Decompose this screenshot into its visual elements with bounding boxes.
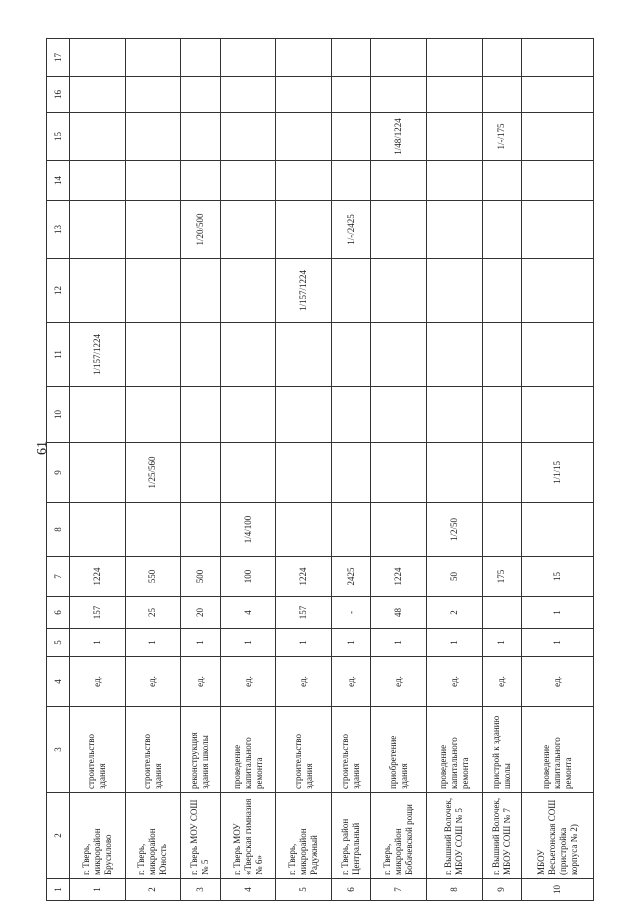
- table-cell: ед.: [427, 657, 483, 707]
- table-cell: [427, 113, 483, 161]
- table-cell: [125, 39, 181, 77]
- table-cell: МБОУ Весьегонская СОШ (пристройка корпуса № 2): [522, 793, 594, 879]
- table-cell: [276, 443, 332, 503]
- table-cell: 1: [427, 629, 483, 657]
- table-cell: проведение капитального ремонта: [427, 707, 483, 793]
- table-cell: [522, 161, 594, 201]
- table-cell: [482, 259, 522, 323]
- table-cell: 1: [276, 629, 332, 657]
- column-header-9: 9: [47, 443, 70, 503]
- table-cell: ед.: [220, 657, 276, 707]
- table-cell: ед.: [482, 657, 522, 707]
- column-header-5: 5: [47, 629, 70, 657]
- table-cell: [125, 201, 181, 259]
- table-cell: 7: [371, 879, 427, 901]
- table-row: [427, 39, 483, 901]
- table-cell: г. Тверь, микрорайон Бобачевской рощи: [371, 793, 427, 879]
- table-cell: 10: [522, 879, 594, 901]
- table-cell: приобретение здания: [371, 707, 427, 793]
- table-cell: [70, 161, 126, 201]
- table-cell: [220, 387, 276, 443]
- table-cell: [70, 201, 126, 259]
- table-cell: [181, 443, 221, 503]
- table-cell: г. Вышний Волочек, МБОУ СОШ № 7: [482, 793, 522, 879]
- table-cell: [125, 503, 181, 557]
- table-cell: г. Вышний Волочек, МБОУ СОШ № 5: [427, 793, 483, 879]
- table-cell: [220, 113, 276, 161]
- table-cell: [522, 113, 594, 161]
- table-cell: [427, 39, 483, 77]
- table-row: [482, 39, 522, 901]
- table-cell: проведение капитального ремонта: [220, 707, 276, 793]
- table-cell: 1/1/15: [522, 443, 594, 503]
- table-cell: [125, 387, 181, 443]
- table-cell: 2: [427, 597, 483, 629]
- table-cell: [331, 39, 371, 77]
- table-cell: 50: [427, 557, 483, 597]
- table-cell: [371, 201, 427, 259]
- table-cell: 48: [371, 597, 427, 629]
- table-cell: [276, 77, 332, 113]
- table-cell: [220, 77, 276, 113]
- column-header-8: 8: [47, 503, 70, 557]
- column-header-7: 7: [47, 557, 70, 597]
- table-row: [70, 39, 126, 901]
- table-cell: 1/2/50: [427, 503, 483, 557]
- table-cell: ед.: [371, 657, 427, 707]
- table-cell: [181, 77, 221, 113]
- table-cell: [371, 39, 427, 77]
- table-cell: [125, 323, 181, 387]
- table-cell: [371, 443, 427, 503]
- data-table: [46, 38, 594, 901]
- table-cell: [331, 323, 371, 387]
- table-cell: [482, 161, 522, 201]
- table-cell: [276, 161, 332, 201]
- column-header-4: 4: [47, 657, 70, 707]
- table-cell: [427, 323, 483, 387]
- table-cell: [181, 387, 221, 443]
- table-cell: [70, 39, 126, 77]
- table-cell: 1/20/500: [181, 201, 221, 259]
- table-cell: [482, 77, 522, 113]
- column-header-15: 15: [47, 113, 70, 161]
- page-number: 61: [35, 441, 50, 455]
- table-cell: [70, 443, 126, 503]
- table-cell: [371, 387, 427, 443]
- table-cell: 8: [427, 879, 483, 901]
- table-cell: [522, 77, 594, 113]
- table-cell: 1/48/1224: [371, 113, 427, 161]
- table-cell: 1/25/560: [125, 443, 181, 503]
- column-header-6: 6: [47, 597, 70, 629]
- table-cell: 4: [220, 597, 276, 629]
- table-body: [70, 39, 594, 901]
- table-cell: 1: [70, 879, 126, 901]
- table-cell: [70, 77, 126, 113]
- table-cell: [427, 443, 483, 503]
- table-cell: [125, 259, 181, 323]
- table-cell: [331, 161, 371, 201]
- table-cell: г. Тверь, микрорайон Брусилово: [70, 793, 126, 879]
- table-cell: [220, 161, 276, 201]
- table-cell: [371, 503, 427, 557]
- table-cell: [522, 39, 594, 77]
- table-cell: 1: [482, 629, 522, 657]
- table-cell: [482, 39, 522, 77]
- table-cell: ед.: [331, 657, 371, 707]
- table-row: [125, 39, 181, 901]
- table-cell: 1/-/2425: [331, 201, 371, 259]
- table-cell: 2: [125, 879, 181, 901]
- table-cell: 1/4/100: [220, 503, 276, 557]
- table-row: [181, 39, 221, 901]
- table-cell: [427, 387, 483, 443]
- table-cell: г. Тверь, район Центральный: [331, 793, 371, 879]
- table-cell: 1: [522, 597, 594, 629]
- table-cell: [482, 387, 522, 443]
- table-cell: [482, 443, 522, 503]
- table-cell: [220, 443, 276, 503]
- table-cell: [181, 39, 221, 77]
- table-cell: [522, 387, 594, 443]
- table-cell: [276, 113, 332, 161]
- table-cell: [220, 201, 276, 259]
- table-cell: 2425: [331, 557, 371, 597]
- table-cell: [70, 113, 126, 161]
- table-cell: [276, 387, 332, 443]
- column-header-12: 12: [47, 259, 70, 323]
- table-cell: ед.: [181, 657, 221, 707]
- table-cell: [331, 443, 371, 503]
- table-cell: [522, 201, 594, 259]
- table-cell: [70, 259, 126, 323]
- column-header-1: 1: [47, 879, 70, 901]
- table-cell: [371, 259, 427, 323]
- table-cell: 15: [522, 557, 594, 597]
- table-cell: [331, 387, 371, 443]
- table-cell: 550: [125, 557, 181, 597]
- table-cell: строительство здания: [70, 707, 126, 793]
- table-cell: 5: [276, 879, 332, 901]
- table-cell: 100: [220, 557, 276, 597]
- column-header-17: 17: [47, 39, 70, 77]
- table-cell: 1: [70, 629, 126, 657]
- table-cell: [427, 77, 483, 113]
- table-cell: 1/157/1224: [276, 259, 332, 323]
- table-cell: [331, 77, 371, 113]
- table-cell: [125, 113, 181, 161]
- table-cell: [522, 323, 594, 387]
- table-cell: 500: [181, 557, 221, 597]
- table-cell: 9: [482, 879, 522, 901]
- table-cell: 1224: [70, 557, 126, 597]
- table-cell: реконструкция здания школы: [181, 707, 221, 793]
- table-cell: ед.: [276, 657, 332, 707]
- table-cell: [70, 387, 126, 443]
- table-cell: [331, 259, 371, 323]
- column-header-11: 11: [47, 323, 70, 387]
- table-cell: [181, 323, 221, 387]
- table-cell: [331, 503, 371, 557]
- table-row: [371, 39, 427, 901]
- table-cell: ед.: [70, 657, 126, 707]
- column-header-3: 3: [47, 707, 70, 793]
- table-cell: [371, 323, 427, 387]
- table-cell: строительство здания: [125, 707, 181, 793]
- table-row: [331, 39, 371, 901]
- table-cell: [70, 503, 126, 557]
- table-cell: 1/-/175: [482, 113, 522, 161]
- table-cell: проведение капитального ремонта: [522, 707, 594, 793]
- table-cell: [482, 597, 522, 629]
- table-cell: [371, 77, 427, 113]
- table-cell: 6: [331, 879, 371, 901]
- column-header-10: 10: [47, 387, 70, 443]
- table-cell: [427, 259, 483, 323]
- table-cell: [427, 201, 483, 259]
- column-header-13: 13: [47, 201, 70, 259]
- table-row: [220, 39, 276, 901]
- table-row: [522, 39, 594, 901]
- table-cell: [220, 259, 276, 323]
- table-cell: 25: [125, 597, 181, 629]
- table-cell: 1: [220, 629, 276, 657]
- column-header-14: 14: [47, 161, 70, 201]
- table-cell: [125, 161, 181, 201]
- table-cell: [482, 323, 522, 387]
- table-cell: ед.: [125, 657, 181, 707]
- table-cell: [125, 77, 181, 113]
- table-cell: пристрой к зданию школы: [482, 707, 522, 793]
- column-header-2: 2: [47, 793, 70, 879]
- table-cell: г. Тверь, микрорайон Радужный: [276, 793, 332, 879]
- table-cell: 1: [181, 629, 221, 657]
- table-cell: 1: [522, 629, 594, 657]
- table-cell: [220, 39, 276, 77]
- table-row: [276, 39, 332, 901]
- table-cell: [427, 161, 483, 201]
- table-cell: -: [331, 597, 371, 629]
- table-cell: [220, 323, 276, 387]
- table-cell: 157: [276, 597, 332, 629]
- table-cell: [522, 503, 594, 557]
- table-cell: 1224: [276, 557, 332, 597]
- table-cell: г. Тверь МОУ «Тверская гимназия № 6»: [220, 793, 276, 879]
- table-cell: [371, 161, 427, 201]
- header-row: [47, 39, 70, 901]
- table-cell: 1: [331, 629, 371, 657]
- table-cell: [276, 503, 332, 557]
- rotated-table-container: [46, 39, 594, 901]
- table-cell: [181, 259, 221, 323]
- table-cell: [276, 323, 332, 387]
- table-cell: 1224: [371, 557, 427, 597]
- table-cell: [482, 201, 522, 259]
- table-cell: 1: [371, 629, 427, 657]
- table-cell: 20: [181, 597, 221, 629]
- column-header-16: 16: [47, 77, 70, 113]
- table-cell: [522, 259, 594, 323]
- table-cell: [181, 161, 221, 201]
- table-cell: строительство здания: [276, 707, 332, 793]
- table-cell: 1/157/1224: [70, 323, 126, 387]
- table-cell: 4: [220, 879, 276, 901]
- table-cell: [276, 39, 332, 77]
- table-cell: 157: [70, 597, 126, 629]
- table-cell: [181, 113, 221, 161]
- table-cell: [482, 503, 522, 557]
- table-cell: 1: [125, 629, 181, 657]
- table-cell: [181, 503, 221, 557]
- table-cell: 175: [482, 557, 522, 597]
- table-cell: г. Тверь, микрорайон Юность: [125, 793, 181, 879]
- table-cell: строительство здания: [331, 707, 371, 793]
- table-cell: [331, 113, 371, 161]
- table-cell: ед.: [522, 657, 594, 707]
- table-cell: [276, 201, 332, 259]
- table-cell: 3: [181, 879, 221, 901]
- table-cell: г. Тверь МОУ СОШ № 5: [181, 793, 221, 879]
